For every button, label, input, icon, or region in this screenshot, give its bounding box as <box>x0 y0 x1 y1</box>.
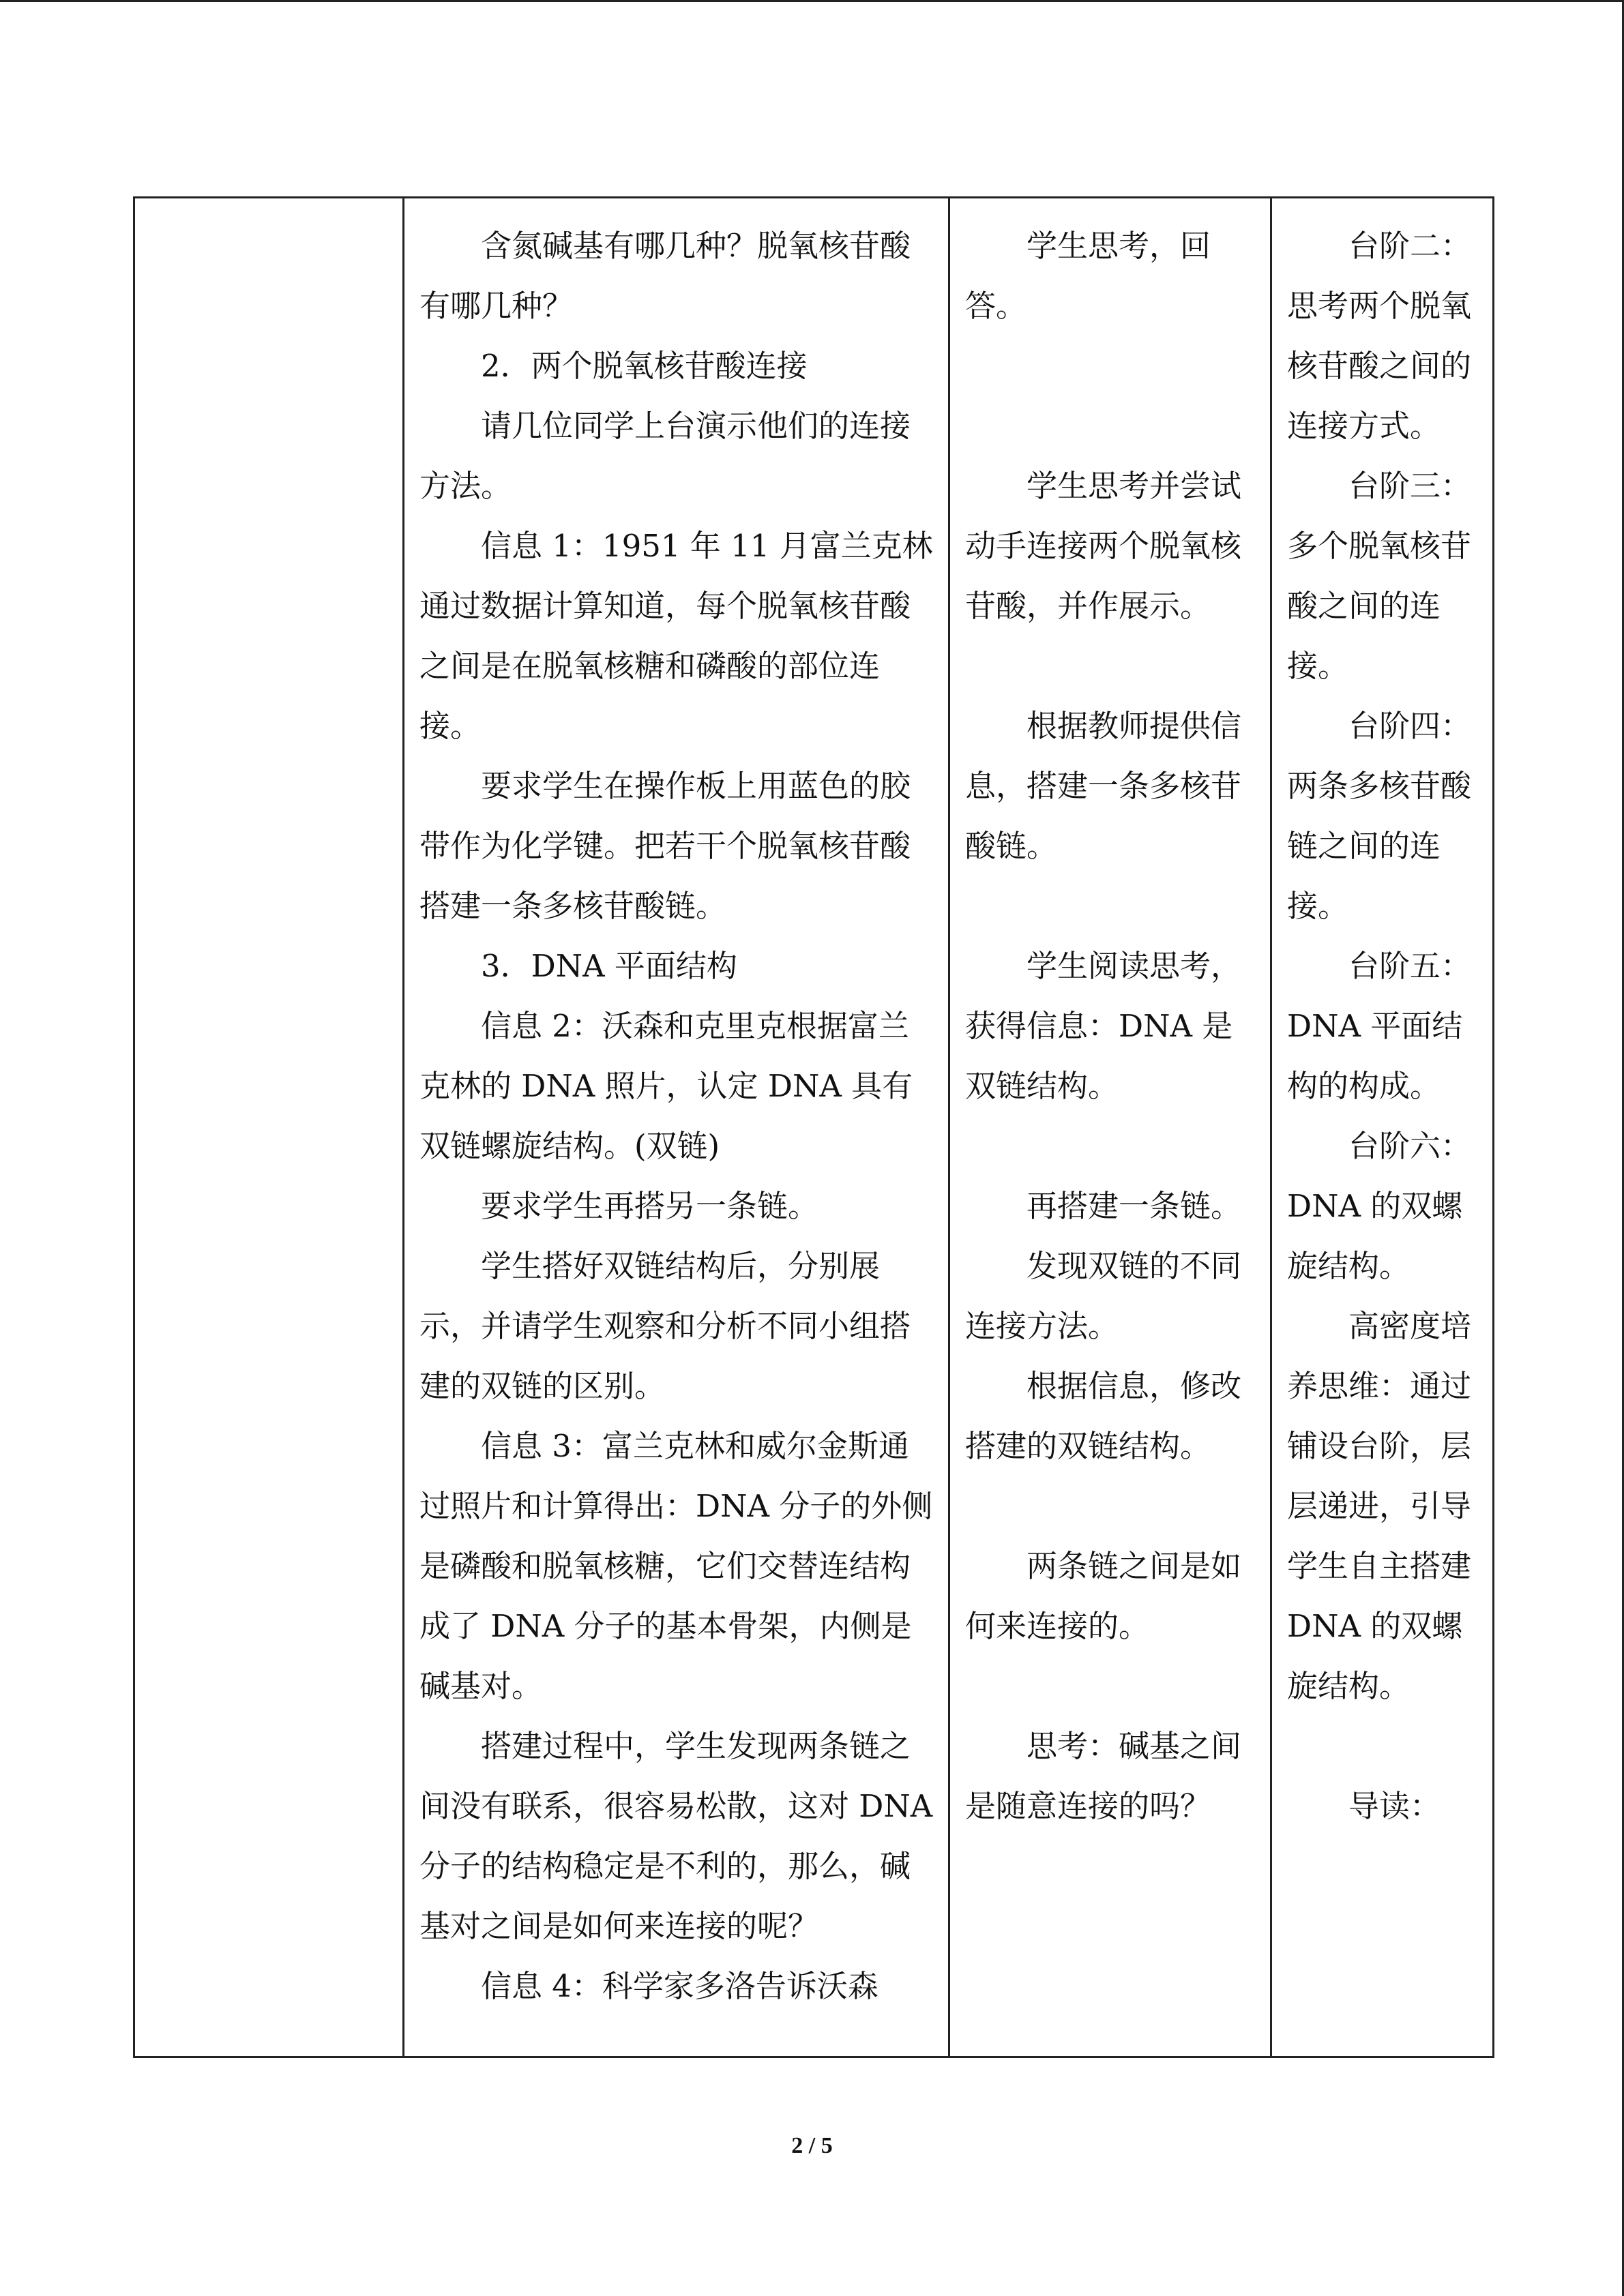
intent-text: 导读： <box>1348 1788 1441 1824</box>
teacher-text: 请几位同学上台演示他们的连接方法。 <box>419 408 911 504</box>
student-text: 学生思考并尝试动手连接两个脱氧核苷酸，并作展示。 <box>965 468 1242 624</box>
student-text: 根据信息，修改搭建的双链结构。 <box>965 1368 1242 1464</box>
teacher-text: 信息 2：沃森和克里克根据富兰克林的 DNA 照片，认定 DNA 具有双链螺旋结构。(双链) <box>419 1008 913 1164</box>
intent-text: 台阶四：两条多核苷酸链之间的连接。 <box>1287 708 1472 924</box>
table-row <box>134 198 1494 2057</box>
teacher-text: 3．DNA 平面结构 <box>481 948 737 984</box>
teacher-text: 要求学生在操作板上用蓝色的胶带作为化学键。把若干个脱氧核苷酸搭建一条多核苷酸链。 <box>419 768 911 924</box>
page-number: 2 / 5 <box>791 2133 833 2158</box>
teacher-activity-cell <box>404 198 949 2057</box>
stage-cell <box>134 198 404 2057</box>
intent-text: 台阶二：思考两个脱氧核苷酸之间的连接方式。 <box>1287 228 1472 444</box>
teacher-text: 信息 3：富兰克林和威尔金斯通过照片和计算得出：DNA 分子的外侧是磷酸和脱氧核糖，它们交替连结构成了 DNA 分子的基本骨架，内侧是碱基对。 <box>419 1428 933 1704</box>
student-text: 再搭建一条链。 <box>1027 1188 1242 1224</box>
teacher-text: 含氮碱基有哪几种？脱氧核苷酸有哪几种？ <box>419 228 911 324</box>
teacher-text: 学生搭好双链结构后，分别展示，并请学生观察和分析不同小组搭建的双链的区别。 <box>419 1248 911 1404</box>
student-text: 根据教师提供信息，搭建一条多核苷酸链。 <box>965 708 1242 864</box>
student-text: 学生思考，回答。 <box>965 228 1211 324</box>
page-border-top <box>0 0 1624 2</box>
intent-text: 台阶六：DNA 的双螺旋结构。 <box>1287 1128 1472 1284</box>
intent-text: 台阶三：多个脱氧核苷酸之间的连接。 <box>1287 468 1472 684</box>
teacher-text: 要求学生再搭另一条链。 <box>481 1188 819 1224</box>
lesson-plan-table <box>133 196 1494 2058</box>
student-text: 发现双链的不同连接方法。 <box>965 1248 1242 1344</box>
teacher-text: 信息 4：科学家多洛告诉沃森 <box>481 1968 879 2004</box>
intent-text: 高密度培养思维：通过铺设台阶，层层递进，引导学生自主搭建 DNA 的双螺旋结构。 <box>1287 1308 1472 1704</box>
design-intent-cell <box>1271 198 1494 2057</box>
teacher-text: 2．两个脱氧核苷酸连接 <box>481 348 808 384</box>
teacher-text: 搭建过程中，学生发现两条链之间没有联系，很容易松散，这对 DNA 分子的结构稳定是不利的，那么，碱基对之间是如何来连接的呢？ <box>419 1728 933 1944</box>
teacher-text: 信息 1：1951 年 11 月富兰克林通过数据计算知道，每个脱氧核苷酸之间是在脱氧核糖和磷酸的部位连接。 <box>419 528 933 744</box>
student-activity-cell <box>949 198 1271 2057</box>
student-text: 两条链之间是如何来连接的。 <box>965 1548 1242 1644</box>
student-text: 思考：碱基之间是随意连接的吗？ <box>965 1728 1242 1824</box>
intent-text: 台阶五：DNA 平面结构的构成。 <box>1287 948 1472 1104</box>
student-text: 学生阅读思考，获得信息：DNA 是双链结构。 <box>965 948 1242 1104</box>
